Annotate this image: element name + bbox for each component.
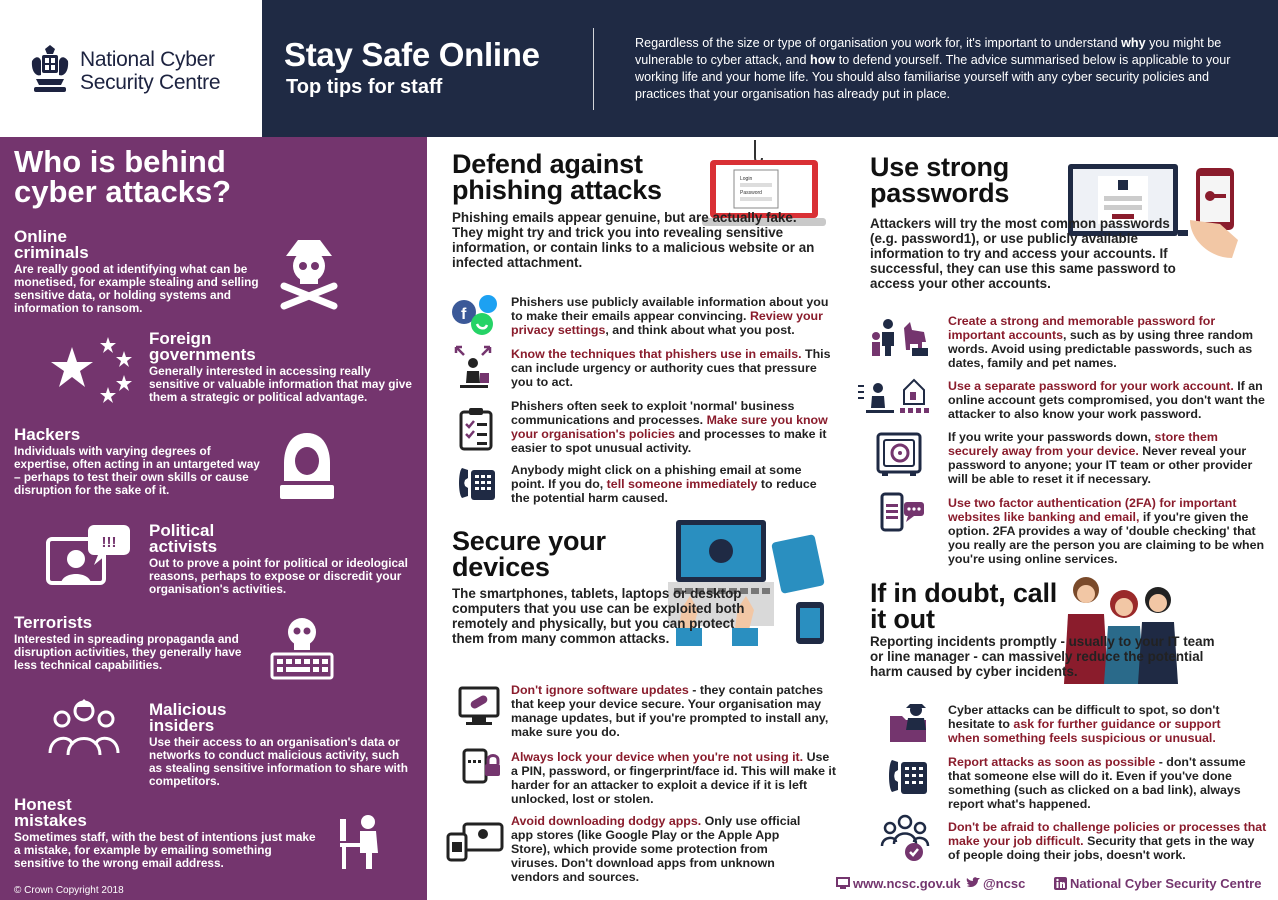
software-update-icon	[458, 686, 500, 726]
devices-tip-1: Don't ignore software updates - they contain patches that keep your device secure. Your organisation may manage updates, but if you're prompted to install any, make sure you do.	[511, 683, 829, 739]
social-media-icon	[450, 294, 500, 336]
skull-crossbones-icon	[278, 232, 340, 310]
who-political-activists: Political activists Out to prove a point for political or ideological reasons, perhaps to expose or discredit your organisation's activities.	[149, 521, 408, 596]
footer-linkedin-link[interactable]: National Cyber Security Centre	[1054, 876, 1261, 893]
work-home-password-icon	[856, 378, 932, 420]
stars-flag-icon	[48, 335, 138, 405]
pressured-worker-icon	[452, 343, 494, 391]
phishing-intro: Phishing emails appear genuine, but are actually fake. They might try and trick you into revealing sensitive information, or contain links to a malicious website or an infected attachment.	[452, 210, 815, 270]
doubt-tip-2: Report attacks as soon as possible - don't assume that someone else will do it. Even if you've done something (such as clicked on a bad link), always report what's happened.	[948, 755, 1246, 811]
devices-intro: The smartphones, tablets, laptops or desktop computers that you use can be exploited both remotely and physically, but you can protect them from many common attacks.	[452, 586, 745, 646]
page-title: Stay Safe Online	[284, 36, 540, 73]
worker-at-desk-icon	[338, 813, 388, 871]
organisation-name: National Cyber Security Centre	[80, 48, 221, 94]
twitter-icon	[966, 877, 980, 892]
doubt-tip-1: Cyber attacks can be difficult to spot, so don't hesitate to ask for further guidance or support when something feels suspicious or unusual.	[948, 703, 1221, 745]
devices-tip-2: Always lock your device when you're not using it. Use a PIN, password, or fingerprint/face id. This will make it harder for an attacker to exploit a device if it is left unlocked, lost or stolen.	[511, 750, 836, 806]
copyright: © Crown Copyright 2018	[14, 885, 124, 896]
header-banner	[262, 0, 1278, 137]
team-approval-icon	[880, 812, 930, 862]
skull-keyboard-icon	[268, 614, 336, 682]
passwords-tip-1: Create a strong and memorable password for important accounts, such as by using three random words. Avoid using predictable passwords, such as dates, family and pet names.	[948, 314, 1254, 370]
passwords-tip-4: Use two factor authentication (2FA) for important websites like banking and email, if you're given the option. 2FA provides a way of 'double checking' that you really are the person you are claiming to be when you're using online services.	[948, 496, 1265, 566]
two-factor-auth-icon	[878, 492, 928, 534]
doubt-tip-3: Don't be afraid to challenge policies or processes that make your job difficult. Security that gets in the way of people doing their jobs, doesn't work.	[948, 820, 1267, 862]
who-heading: Who is behind cyber attacks?	[14, 144, 232, 209]
passwords-tip-2: Use a separate password for your work account. If an online account gets compromised, you don't want the attacker to also know your work password.	[948, 379, 1265, 421]
doubt-intro: Reporting incidents promptly - usually to your IT team or line manager - can massively reduce the potential harm caused by cyber incidents.	[870, 634, 1215, 679]
royal-crest-icon	[28, 45, 72, 95]
who-malicious-insiders: Malicious insiders Use their access to an organisation's data or networks to conduct malicious activity, such as stealing sensitive information to share with competitors.	[149, 700, 408, 788]
footer-twitter-link[interactable]: @ncsc	[966, 876, 1025, 892]
ncsc-logo	[0, 0, 262, 137]
footer-website-link[interactable]: www.ncsc.gov.uk	[836, 876, 961, 892]
checklist-icon	[458, 407, 494, 451]
phishing-password-label: Password	[740, 190, 762, 196]
passwords-intro: Attackers will try the most common passwords (e.g. password1), or use publicly available information to try and access your accounts. If successful, they can use this same password to access your other accounts.	[870, 216, 1176, 291]
page-subtitle: Top tips for staff	[286, 76, 443, 98]
who-honest-mistakes: Honest mistakes Sometimes staff, with the best of intentions just make a mistake, for example by emailing something sensitive to the wrong email address.	[14, 795, 316, 870]
who-is-behind-panel	[0, 137, 427, 900]
locked-phone-icon	[458, 748, 500, 784]
who-online-criminals: Online criminals Are really good at identifying what can be monetised, for example stealing and selling sensitive data, or holding systems and information to ransom.	[14, 227, 259, 315]
linkedin-icon	[1054, 877, 1067, 893]
hooded-hacker-icon	[276, 431, 338, 501]
phishing-tip-4: Anybody might click on a phishing email at some point. If you do, tell someone immediately to reduce the potential harm caused.	[511, 463, 817, 505]
header-intro: Regardless of the size or type of organisation you work for, it's important to understand why you might be vulnerable to cyber attack, and how to defend yourself. The advice summarised below is applicable to your working life and your home life. You should also familiarise yourself with any cyber security policies and practices that your organisation has already put in place.	[635, 36, 1231, 101]
header-divider	[593, 28, 594, 110]
who-foreign-governments: Foreign governments Generally interested in accessing really sensitive or valuable information that may give them a strategic or political advantage.	[149, 329, 412, 404]
svg-text:f: f	[461, 306, 467, 323]
who-terrorists: Terrorists Interested in spreading propaganda and disruption activities, they generally have less technical capabilities.	[14, 613, 242, 672]
devices-tip-3: Avoid downloading dodgy apps. Only use official app stores (like Google Play or the Apple App Store), which provide some protection from viruses. Don't download apps from unknown vendors and sources.	[511, 814, 801, 884]
activist-bubble-text: !!!	[101, 534, 117, 551]
passwords-title: Use strong passwords	[870, 152, 1010, 208]
phishing-title: Defend against phishing attacks	[452, 149, 662, 205]
devices-title: Secure your devices	[452, 526, 606, 582]
phishing-tip-3: Phishers often seek to exploit 'normal' business communications and processes. Make sure you know your organisation's policies and processes to make it easier to spot unusual activity.	[511, 399, 828, 455]
safe-icon	[876, 432, 922, 476]
doubt-title: If in doubt, call it out	[870, 578, 1058, 634]
monitor-icon	[836, 877, 850, 892]
report-telephone-icon	[886, 754, 930, 798]
who-hackers: Hackers Individuals with varying degrees of expertise, often acting in an untargeted way – perhaps to test their own skills or cause disruption for the sake of it.	[14, 425, 260, 497]
malicious-insider-group-icon	[48, 695, 120, 767]
family-pet-icon	[868, 316, 932, 358]
phishing-tip-1: Phishers use publicly available information about you to make their emails appear convincing. Review your privacy settings, and think about what you post.	[511, 295, 829, 337]
app-store-icon	[446, 822, 504, 862]
passwords-tip-3: If you write your passwords down, store them securely away from your device. Never reveal your password to anyone; your IT team or other provider will be able to reset it if necessary.	[948, 430, 1253, 486]
phishing-tip-2: Know the techniques that phishers use in emails. This can include urgency or authority cues that pressure you to act.	[511, 347, 831, 389]
telephone-icon	[456, 462, 498, 504]
activist-broadcast-icon	[44, 525, 136, 591]
phishing-login-label: Login	[740, 176, 753, 182]
suspicious-folder-icon	[886, 702, 932, 746]
